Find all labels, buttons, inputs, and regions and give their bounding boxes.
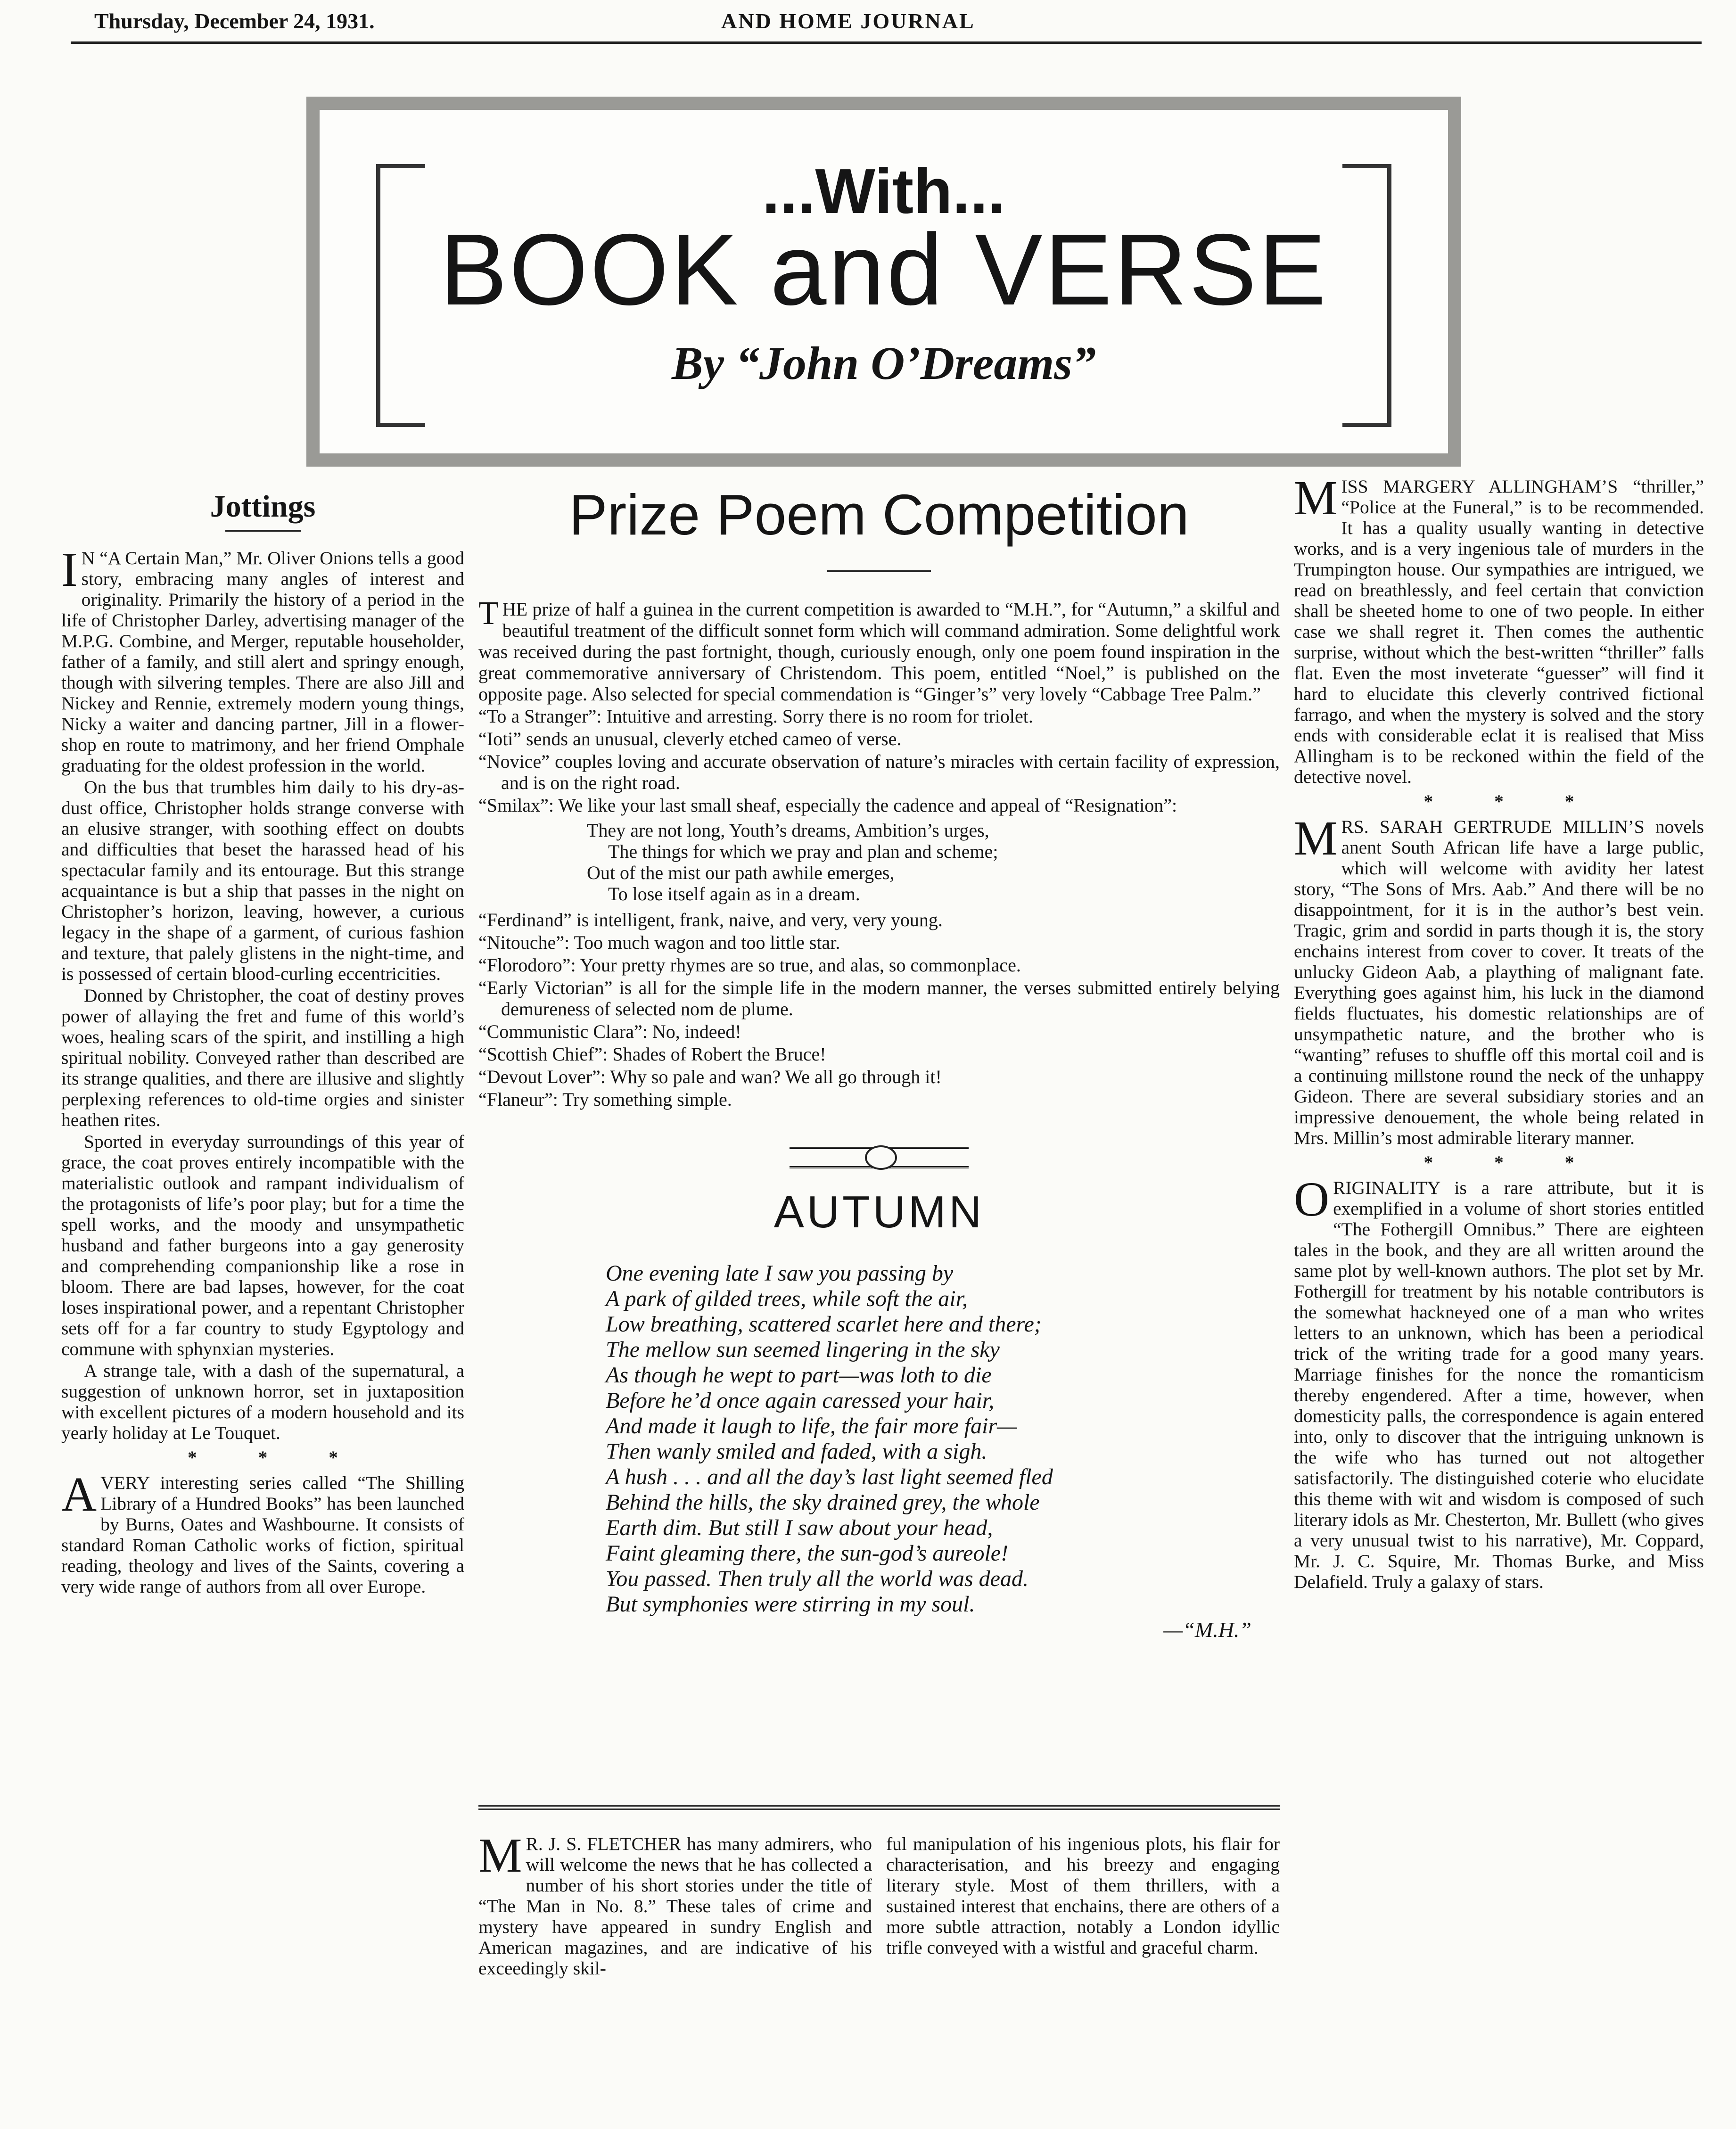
section-divider-stars: * * * [1423, 791, 1603, 812]
quoted-verse [478, 820, 1280, 904]
competition-column [478, 483, 1280, 1640]
section-rule [478, 1805, 1280, 1810]
drop-cap: A [61, 1467, 97, 1521]
poem-line: Faint gleaming there, the sun-god’s aureole! [606, 1541, 1009, 1566]
paragraph-text: VERY interesting series called “The Shilling Library of a Hundred Books” has been launched by Burns, Oates and Washbourne. It consists of standard Roman Catholic works of fiction, spiritual reading, theology and lives of the Saints, covering a very wide range of authors from all over Europe. [61, 1472, 464, 1597]
poem-line: The mellow sun seemed lingering in the sky [606, 1337, 1000, 1362]
poem-line: And made it laugh to life, the fair more fair— [606, 1414, 1017, 1439]
jottings-paragraph: A strange tale, with a dash of the supernatural, a suggestion of unknown horror, set in juxtaposition with excellent pictures of a modern household and its yearly holiday at Le Touquet. [61, 1360, 464, 1443]
verse-line: The things for which we pray and plan and scheme; [608, 841, 998, 862]
judge-note: “Smilax”: We like your last small sheaf, especially the cadence and appeal of “Resignation”: [478, 795, 1177, 816]
poem-line: Then wanly smiled and faded, with a sigh. [606, 1439, 987, 1464]
masthead-inner [320, 110, 1448, 453]
issue-date: Thursday, December 24, 1931. [94, 9, 375, 33]
jottings-paragraph: Sported in everyday surroundings of this year of grace, the coat proves entirely incompatible with the materialistic outlook and rampant individualism of the protagonists of life’s poor play; but for a time the spell works, and the moody and unsympathetic husband and father burgeons into a gay generosity and comprehending companionship like a rose in bloom. There are bad lapses, however, for the coat loses inspirational power, and a repentant Christopher sets off for a far country to study Egyptology and commune with sphynxian mysteries. [61, 1131, 464, 1359]
judge-note: “Scottish Chief”: Shades of Robert the Bruce! [478, 1044, 826, 1065]
heading-rule [225, 530, 301, 532]
poem-line: But symphonies were stirring in my soul. [606, 1592, 975, 1617]
masthead-box [306, 97, 1461, 467]
poem-line: Low breathing, scattered scarlet here and there; [606, 1312, 1042, 1337]
review-paragraph [1294, 1172, 1704, 1592]
drop-cap: M [1294, 811, 1338, 865]
poem-body [478, 1261, 1280, 1617]
section-divider-stars: * * * [188, 1447, 366, 1468]
verse-line: To lose itself again as in a dream. [608, 883, 860, 904]
judge-note: “Nitouche”: Too much wagon and too little star. [478, 932, 840, 953]
judge-note: “Devout Lover”: Why so pale and wan? We all go through it! [478, 1066, 942, 1087]
competition-heading: Prize Poem Competition [569, 483, 1189, 547]
fletcher-paragraph-continued: ful manipulation of his ingenious plots, his flair for characterisation, and his breezy and engaging literary style. Most of them thrillers, with a sustained interest that enchains, there are others of a more subtle attraction, notably a London idyllic trifle conveyed with a wistful and graceful charm. [886, 1833, 1280, 1958]
poem-line: You passed. Then truly all the world was dead. [606, 1566, 1028, 1591]
page-header [75, 8, 1697, 41]
judge-note: “Ferdinand” is intelligent, frank, naive, and very, very young. [478, 909, 943, 930]
judge-note: “Florodoro”: Your pretty rhymes are so true, and alas, so commonplace. [478, 954, 1021, 976]
fletcher-column-right [886, 1833, 1280, 1959]
verse-line: They are not long, Youth’s dreams, Ambition’s urges, [587, 820, 989, 841]
judge-note: “Ioti” sends an unusual, cleverly etched cameo of verse. [478, 728, 902, 749]
drop-cap: I [61, 543, 78, 597]
masthead-title: BOOK and VERSE [439, 213, 1328, 326]
review-paragraph [1294, 471, 1704, 787]
judge-note: “Early Victorian” is all for the simple life in the modern manner, the verses submitted entirely belying demureness of selected nom de plume. [478, 977, 1280, 1019]
heading-rule [827, 570, 931, 572]
paragraph-text: N “A Certain Man,” Mr. Oliver Onions tells a good story, embracing many angles of interest and originality. Primarily the history of a period in the life of Christopher Darley, advertising manager of the M.P.G. Combine, and Merger, reputable householder, father of a family, and still alert and springy enough, though with silvering temples. There are also Jill and Nickey and Rennie, extremely modern young things, Nicky a waiter and dancing partner, Jill in a flower-shop en route to matrimony, and her friend Omphale graduating for the oldest profession in the world. [61, 548, 464, 776]
competition-intro [478, 595, 1280, 705]
fletcher-column-left [478, 1828, 872, 1980]
jottings-paragraph: Donned by Christopher, the coat of destiny proves power of allaying the fret and fume of this world’s woes, healing scars of the spirit, and instilling a high spiritual nobility. Conveyed rather than described are its strange qualities, and there are illusive and slightly perplexing references to old-time orgies and sinister heathen rites. [61, 985, 464, 1130]
masthead-with: ...With... [762, 156, 1006, 227]
header-rule [71, 41, 1702, 44]
judge-note: “Communistic Clara”: No, indeed! [478, 1021, 741, 1042]
poem-line: A hush . . . and all the day’s last light seemed fled [606, 1464, 1053, 1489]
jottings-paragraph: On the bus that trumbles him daily to his dry-as-dust office, Christopher holds strange converse with an elusive stranger, with soothing effect on doubts and difficulties that beset the harassed head of his spectacular family and its entourage. But this strange acquaintance is but a ship that passes in the night on Christopher’s horizon, leaving, however, a curious legacy in the shape of a garment, of curious fashion and texture, that palely glistens in the night-time, and is possessed of certain blood-curling eccentricities. [61, 777, 464, 984]
poem-line: Behind the hills, the sky drained grey, the whole [606, 1490, 1040, 1515]
masthead-byline: By “John O’Dreams” [671, 337, 1096, 389]
poem-line: One evening late I saw you passing by [606, 1261, 954, 1286]
paragraph-text: ISS MARGERY ALLINGHAM’S “thriller,” “Police at the Funeral,” is to be recommended. It has a quality usually wanting in detective works, and is a very ingenious tale of murders in the Trumpington house. Our sympathies are intrigued, we read on breathlessly, and feel certain that conviction shall be sheeted home to one of two people. In either case we shall regret it. Then comes the authentic surprise, without which the best-written “thriller” falls flat. Even the most inveterate “guesser” will find it hard to elucidate this cleverly contrived fictional farrago, and when the mystery is solved and the story ends with considerable eclat it is realised that Miss Allingham is to be reckoned within the field of the detective novel. [1294, 476, 1704, 787]
jottings-paragraph [61, 543, 464, 776]
paragraph-text: RS. SARAH GERTRUDE MILLIN’S novels anent South African life have a large public, which will welcome with avidity her latest story, “The Sons of Mrs. Aab.” And there will be no disappointment, for it is in the author’s best vein. Tragic, grim and sordid in parts though it is, the story enchains interest from cover to cover. It treats of the unlucky Gideon Aab, a plaything of malignant fate. Everything goes against him, his luck in the diamond fields fluctuates, his domestic relationships are of unsympathetic nature, and the brother who is “wanting” refuses to shuffle off this mortal coil and is a continuing millstone round the neck of the unhappy Gideon. There are several subsidiary stories and an impressive denouement, the whole being related in Mrs. Millin’s most admirable literary manner. [1294, 816, 1704, 1148]
section-divider-stars: * * * [1423, 1152, 1603, 1173]
reviews-column [1294, 471, 1704, 1593]
judge-note: “Novice” couples loving and accurate observation of nature’s miracles with certain facility of expression, and is on the right road. [478, 751, 1280, 793]
fletcher-paragraph [478, 1828, 872, 1979]
paragraph-text: HE prize of half a guinea in the current competition is awarded to “M.H.”, for “Autumn,” a skilful and beautiful treatment of the difficult sonnet form which will command admiration. Some delightful work was received during the past fortnight, though, curiously enough, only one poem found inspiration in the great commemorative anniversary of Christendom. This poem, entitled “Noel,” is published on the opposite page. Also selected for special commendation is “Ginger’s” very lovely “Cabbage Tree Palm.” [478, 599, 1280, 705]
decorative-ornament [790, 1147, 969, 1168]
paragraph-text: RIGINALITY is a rare attribute, but it is exemplified in a volume of short stories entitled “The Fothergill Omnibus.” There are eighteen tales in the book, and they are all written around the same plot by well-known authors. The plot set by Mr. Fothergill for treatment by his notable contributors is the somewhat hackneyed one of a man who writes letters to an unknown, which has been a periodical trick of the writing trade for a good many years. Marriage finishes for the nonce the romanticism thereby engendered. After a time, however, when domesticity palls, the correspondence is again entered into, only to discover that the intriguing unknown is the wife who has turned out not altogether satisfactorily. The distinguished coterie who elucidate this theme with wit and wisdom is composed of such literary idols as Mr. Chesterton, Mr. Bullett (who gives a very unusual twist to his narrative), Mr. Coppard, Mr. J. C. Squire, Mr. Thomas Burke, and Miss Delafield. Truly a galaxy of stars. [1294, 1177, 1704, 1592]
judge-note: “Flaneur”: Try something simple. [478, 1089, 732, 1110]
poem-signature: —“M.H.” [1163, 1618, 1251, 1642]
poem-title: AUTUMN [773, 1187, 985, 1237]
paragraph-text: R. J. S. FLETCHER has many admirers, who will welcome the news that he has collected a number of his short stories under the title of “The Man in No. 8.” These tales of crime and mystery have appeared in sundry English and American magazines, and are indicative of his exceedingly skil- [478, 1833, 872, 1979]
poem-line: As though he wept to part—was loth to die [606, 1363, 992, 1388]
judge-note: “To a Stranger”: Intuitive and arresting. Sorry there is no room for triolet. [478, 706, 1033, 727]
drop-cap: M [478, 1828, 522, 1882]
verse-line: Out of the mist our path awhile emerges, [587, 862, 895, 883]
drop-cap: T [478, 595, 499, 632]
poem-line: Earth dim. But still I saw about your head, [606, 1515, 993, 1540]
jottings-heading: Jottings [210, 489, 316, 524]
drop-cap: M [1294, 471, 1338, 525]
jottings-column [61, 490, 464, 1598]
poem-line: Before he’d once again caressed your hair, [606, 1388, 995, 1413]
jottings-paragraph [61, 1467, 464, 1597]
journal-name: AND HOME JOURNAL [721, 9, 975, 33]
review-paragraph [1294, 811, 1704, 1148]
drop-cap: O [1294, 1172, 1330, 1226]
poem-line: A park of gilded trees, while soft the air, [606, 1286, 968, 1311]
